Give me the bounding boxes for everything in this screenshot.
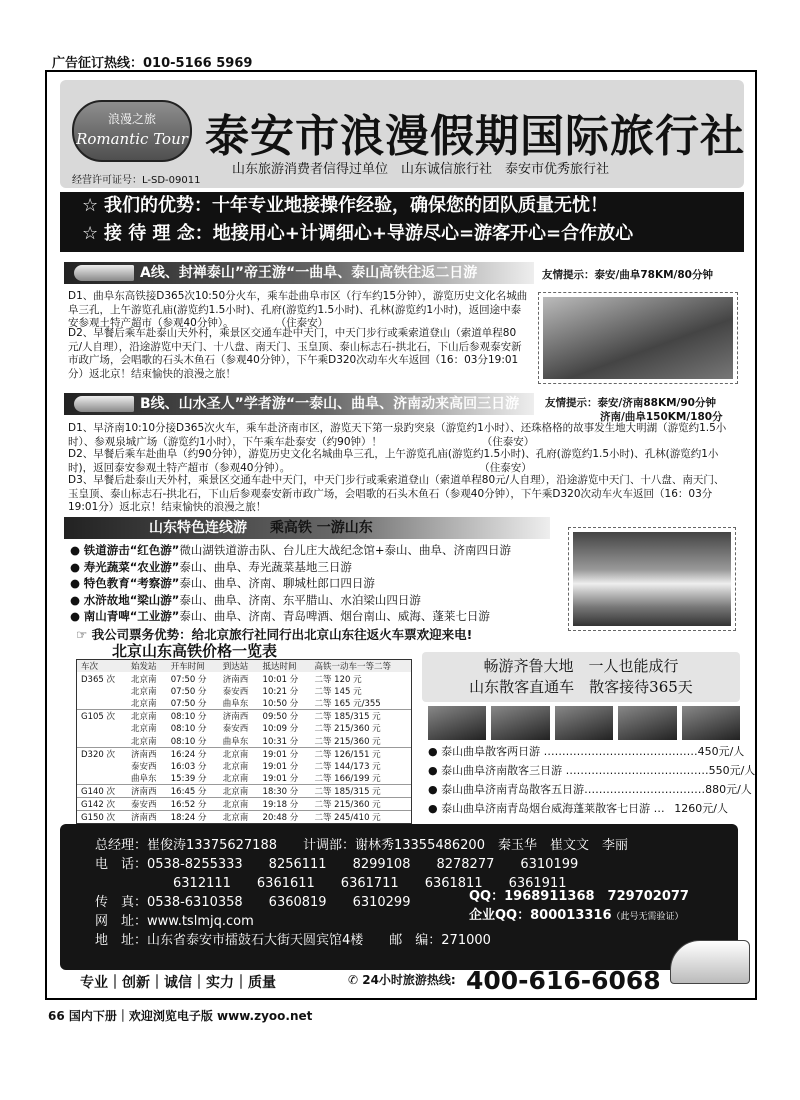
table-cell: 北京南 — [219, 747, 259, 760]
table-cell — [77, 697, 127, 710]
table-cell: 15:39 分 — [170, 773, 207, 784]
hand-pointer-icon: ☞ — [76, 627, 92, 642]
table-cell: 二等 185/315 元 — [310, 784, 411, 797]
table-cell: G150 次 — [77, 810, 127, 823]
list-item: ● 特色教育“考察游”泰山、曲阜、济南、聊城杜郎口四日游 — [70, 576, 375, 590]
special-lines-band — [64, 517, 550, 539]
thumbnail-photo — [682, 706, 740, 740]
romantic-tour-logo — [72, 100, 192, 162]
page-footer: 66 国内下册｜欢迎浏览电子版 www.zyoo.net — [48, 1009, 313, 1023]
table-cell: 北京南 — [219, 784, 259, 797]
col-header: 始发站 — [127, 660, 167, 672]
table-cell — [77, 685, 127, 697]
brand-values: 专业｜创新｜诚信｜实力｜质量 — [80, 975, 276, 991]
table-cell — [77, 722, 127, 734]
hotline-label: ✆ 24小时旅游热线: — [348, 973, 456, 987]
table-cell: 07:50 分 — [170, 674, 207, 685]
table-cell: 09:50 分 — [259, 710, 311, 723]
table-cell: 19:18 分 — [259, 797, 311, 810]
train-icon — [74, 265, 134, 281]
table-cell: 北京南 — [130, 686, 157, 697]
line-b-day3: D3、早餐后赴泰山天外村，乘景区交通车赴中天门，中天门步行或乘索道登山（索道单程80元/人自理），沿途游览中天门、十八盘、南天门、玉皇顶、泰山标志石-拱北石，下山后参观泰安新市政广场，会唱歌的石头木鱼石（参观40分钟），下午乘D320次动车火车返回（16：03分19:01分）返北京！结束愉快的浪漫之旅！ — [68, 474, 725, 513]
table-cell: 北京南 — [219, 797, 259, 810]
table-cell — [77, 735, 127, 748]
tour-price-list — [428, 742, 756, 818]
table-cell: 泰安西 — [130, 761, 157, 772]
line-b-day2: D2、早餐后乘车赴曲阜（约90分钟），游览历史文化名城曲阜三孔，上午游览孔庙(游览约1.5小时)、孔府(游览约1.5小时)、孔林(游览约1小时)，返回泰安参观土特产超市（参观40分钟）。 （住泰安） — [68, 448, 719, 474]
table-cell: 18:30 分 — [259, 784, 311, 797]
thumbnail-photo — [618, 706, 676, 740]
list-item: ● 泰山曲阜济南青岛散客五日游…………………………… 880元/人 — [428, 783, 752, 796]
scenery-thumbnails — [428, 706, 740, 740]
star-icon: ☆ — [82, 223, 99, 244]
table-cell: 10:21 分 — [262, 686, 299, 697]
table-cell: 北京南 — [219, 810, 259, 823]
table-cell: 济南西 — [222, 674, 249, 685]
table-row — [77, 810, 411, 823]
table-cell: 北京南 — [222, 761, 249, 772]
address-line: 地 址：山东省泰安市擂鼓石大街天圆宾馆4楼 邮 编：271000 — [95, 933, 491, 948]
table-row — [77, 710, 411, 723]
table-cell: 曲阜东 — [130, 773, 157, 784]
table-cell: 二等 120 元 — [314, 674, 362, 685]
table-cell: 16:03 分 — [170, 761, 207, 772]
phone-line: 电 话：0538-8255333 8256111 8299108 8278277 6310199 — [95, 857, 579, 872]
table-cell: 曲阜东 — [222, 736, 249, 747]
table-cell: 10:50 分 — [262, 699, 299, 710]
table-cell: 北京南 — [127, 710, 167, 723]
table-row — [77, 697, 411, 710]
table-cell: 08:10 分 — [167, 710, 219, 723]
table-cell: 济南西 — [219, 710, 259, 723]
line-b-title: B线、山水圣人”学者游“一泰山、曲阜、济南动来高回三日游 — [140, 396, 520, 412]
phone-icon: ✆ — [348, 973, 363, 987]
advantages-banner — [60, 192, 744, 252]
table-cell: 泰安西 — [127, 797, 167, 810]
fax-line: 传 真：0538-6310358 6360819 6310299 — [95, 895, 411, 910]
table-cell: 二等 145 元 — [314, 686, 362, 697]
line-a-day1: D1、曲阜东高铁接D365次10:50分火车，乘车赴曲阜市区（行车约15分钟），游览历史文化名城曲阜三孔，上午游览孔庙(游览约1.5小时)、孔府(游览约1.5小时)、孔林(游览约1小时)，返回途中泰安参观土特产超市（参观40分钟）。 （住泰安） — [68, 290, 528, 329]
table-cell: 10:01 分 — [262, 674, 299, 685]
line-b-tip2: 济南/曲阜150KM/180分 — [600, 411, 723, 423]
table-cell: 北京南 — [130, 699, 157, 710]
table-cell: 泰安西 — [222, 724, 249, 735]
table-row — [77, 797, 411, 810]
train-illustration — [670, 940, 750, 984]
table-cell: 北京南 — [130, 674, 157, 685]
table-cell: D320 次 — [77, 747, 127, 760]
advantage-line: 我们的优势：十年专业地接操作经验，确保您的团队质量无忧！ — [104, 195, 608, 216]
table-cell: 济南西 — [127, 810, 167, 823]
logo-en-text: Romantic Tour — [76, 130, 188, 148]
table-cell: 16:52 分 — [167, 797, 219, 810]
table-row — [77, 735, 411, 748]
table-cell: 济南西 — [127, 747, 167, 760]
license-number: 经营许可证号：L-SD-09011 — [72, 175, 201, 186]
slogan-line: 畅游齐鲁大地 一人也能成行 — [483, 657, 679, 675]
col-header: 抵达时间 — [259, 660, 311, 672]
table-cell: 10:09 分 — [262, 724, 299, 735]
qq-numbers: QQ：1968911368 729702077 — [469, 889, 689, 904]
train-timetable — [77, 660, 411, 823]
table-row — [77, 760, 411, 772]
list-item: ● 南山青啤“工业游”泰山、曲阜、济南、青岛啤酒、烟台南山、威海、蓬莱七日游 — [70, 609, 490, 623]
table-cell: 19:01 分 — [259, 747, 311, 760]
table-cell: 二等 215/360 元 — [310, 797, 411, 810]
table-cell: 10:31 分 — [262, 736, 299, 747]
line-b-day1: D1、早济南10:10分接D365次火车，乘车赴济南市区，游览天下第一泉趵突泉（游览约1小时）、还珠格格的故事发生地大明湖（游览约1.5小时）、参观泉城广场（游览约1小时），下午乘车赴泰安（约90钟）！ （住泰安） — [68, 422, 727, 448]
table-cell: 08:10 分 — [170, 724, 207, 735]
agency-subtitle: 山东旅游消费者信得过单位 山东诚信旅行社 泰安市优秀旅行社 — [232, 162, 610, 177]
table-cell: 19:01 分 — [262, 761, 299, 772]
phone-line-2: 6312111 6361611 6361711 6361811 6361911 — [95, 876, 567, 891]
list-item: ● 泰山曲阜散客两日游 …………………………………… 450元/人 — [428, 745, 745, 758]
enterprise-qq: 企业QQ：800013316 — [469, 908, 612, 923]
col-header: 开车时间 — [167, 660, 219, 672]
special-title: 山东特色连线游 — [149, 520, 247, 536]
table-cell — [77, 772, 127, 785]
thumbnail-photo — [491, 706, 549, 740]
logo-cn-text: 浪漫之旅 — [107, 112, 156, 126]
hotline-number: 400-616-6068 — [466, 966, 661, 995]
website-line: 网 址：www.tslmjq.com — [95, 914, 254, 929]
philosophy-line: 接 待 理 念：地接用心+计调细心+导游尽心=游客开心=合作放心 — [104, 223, 634, 244]
table-cell: 08:10 分 — [170, 736, 207, 747]
table-cell: 19:01 分 — [262, 773, 299, 784]
table-cell: 北京南 — [130, 736, 157, 747]
table-cell: 济南西 — [127, 784, 167, 797]
table-cell: 二等 165 元/355 — [314, 699, 381, 710]
col-header: 到达站 — [219, 660, 259, 672]
line-a-tip: 友情提示：泰安/曲阜78KM/80分钟 — [542, 269, 713, 281]
table-row — [77, 722, 411, 734]
table-cell: 泰安西 — [222, 686, 249, 697]
manager-line: 总经理：崔俊涛13375627188 计调部：谢林秀13355486200 秦玉华 崔文文 李丽 — [95, 838, 628, 853]
table-row — [77, 772, 411, 785]
col-header: 高铁一动车一等二等 — [310, 660, 411, 672]
table-cell: D365 次 — [81, 674, 115, 685]
table-cell: G140 次 — [77, 784, 127, 797]
table-cell: 北京南 — [130, 724, 157, 735]
qq-note: （此号无需验证） — [611, 912, 684, 922]
line-b-tip1: 友情提示：泰安/济南88KM/90分钟 — [545, 397, 716, 409]
agency-title: 泰安市浪漫假期国际旅行社 — [205, 111, 745, 162]
thumbnail-photo — [555, 706, 613, 740]
table-cell: 曲阜东 — [222, 699, 249, 710]
list-item: ● 寿光蔬菜“农业游”泰山、曲阜、寿光蔬菜基地三日游 — [70, 559, 352, 574]
line-a-title: A线、封禅泰山”帝王游“一曲阜、泰山高铁往返二日游 — [140, 265, 478, 281]
timetable-title: 北京山东高铁价格一览表 — [112, 642, 278, 660]
table-cell: G105 次 — [77, 710, 127, 723]
table-row — [77, 747, 411, 760]
table-cell: 16:24 分 — [167, 747, 219, 760]
high-speed-train-photo — [568, 527, 736, 631]
table-cell — [77, 760, 127, 772]
list-item: ● 泰山曲阜济南散客三日游 ………………………………… 550元/人 — [428, 764, 756, 777]
table-cell: 二等 144/173 元 — [314, 761, 381, 772]
table-cell: 二等 166/199 元 — [314, 773, 381, 784]
list-item: ● 铁道游击“红色游”微山湖铁道游击队、台儿庄大战纪念馆+泰山、曲阜、济南四日游 — [70, 543, 511, 557]
table-row — [77, 784, 411, 797]
ticket-advantage: ☞ 我公司票务优势：给北京旅行社同行出北京山东往返火车票欢迎来电! — [76, 627, 473, 642]
table-cell: 二等 215/360 元 — [314, 736, 381, 747]
train-icon — [74, 396, 134, 412]
special-lines-list — [70, 542, 565, 625]
timetable-box — [76, 659, 412, 824]
col-header: 车次 — [77, 660, 127, 672]
table-cell: G142 次 — [77, 797, 127, 810]
ad-hotline: 广告征订热线：010-5166 5969 — [52, 56, 253, 71]
thumbnail-photo — [428, 706, 486, 740]
table-cell: 二等 126/151 元 — [310, 747, 411, 760]
table-header-row — [77, 660, 411, 672]
list-item: ● 泰山曲阜济南青岛烟台威海蓬莱散客七日游 … 1260元/人 — [428, 802, 728, 815]
special-slogan: 乘高铁 一游山东 — [269, 520, 373, 536]
slogan-line: 山东散客直通车 散客接待365天 — [469, 678, 693, 696]
table-cell: 二等 215/360 元 — [314, 724, 381, 735]
table-row — [77, 672, 411, 684]
table-cell: 二等 245/410 元 — [310, 810, 411, 823]
table-cell: 07:50 分 — [170, 699, 207, 710]
mount-tai-photo — [538, 292, 738, 384]
table-cell: 20:48 分 — [259, 810, 311, 823]
table-cell: 北京南 — [222, 773, 249, 784]
scattered-tour-slogan — [422, 652, 740, 702]
table-cell: 07:50 分 — [170, 686, 207, 697]
table-row — [77, 685, 411, 697]
qq-contacts — [469, 887, 689, 927]
table-cell: 16:45 分 — [167, 784, 219, 797]
table-cell: 18:24 分 — [167, 810, 219, 823]
list-item: ● 水浒故地“梁山游”泰山、曲阜、济南、东平腊山、水泊梁山四日游 — [70, 592, 421, 607]
line-b-title-band — [64, 393, 534, 415]
table-cell: 二等 185/315 元 — [310, 710, 411, 723]
line-a-title-band — [64, 262, 534, 284]
line-a-day2: D2、早餐后乘车赴泰山天外村，乘景区交通车赴中天门，中天门步行或乘索道登山（索道单程80元/人自理），沿途游览中天门、十八盘、南天门、玉皇顶、泰山标志石-拱北石，下山后参观泰安新市政广场，会唱歌的石头木鱼石（参观40分钟），下午乘D320次动车火车返回（16：03分19:01分）返北京！结束愉快的浪漫之旅！ — [68, 327, 522, 380]
star-icon: ☆ — [82, 195, 99, 216]
